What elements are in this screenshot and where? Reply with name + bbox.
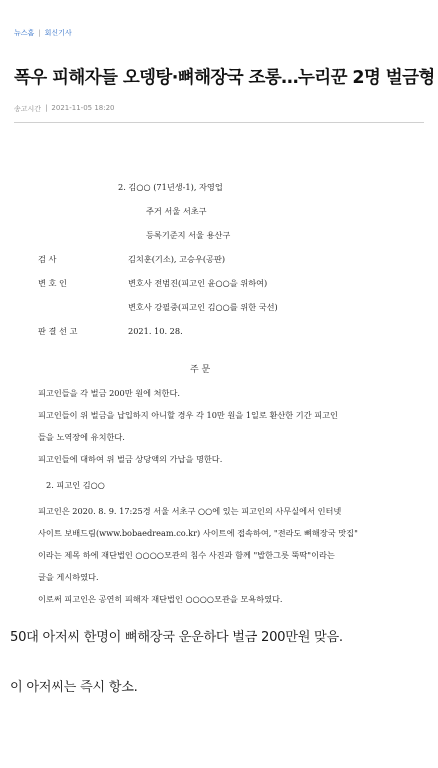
breadcrumb-section-link[interactable]: 회신기사 xyxy=(44,29,72,37)
order-line: 피고인들에 대하여 위 벌금 상당액의 가납을 명한다. xyxy=(38,454,223,464)
breadcrumb-separator: | xyxy=(38,29,41,37)
article-meta xyxy=(14,104,115,114)
published-label: 송고시간 xyxy=(14,105,42,113)
defendant-registered-domicile: 등록기준지 서울 용산구 xyxy=(146,230,231,240)
breadcrumb xyxy=(14,28,72,38)
meta-separator: | xyxy=(45,104,48,112)
prosecutor-label: 검 사 xyxy=(38,254,57,264)
order-title: 주 문 xyxy=(190,365,211,375)
verdict-date: 2021. 10. 28. xyxy=(128,326,183,336)
facts-line: 사이트 보배드림(www.bobaedream.co.kr) 사이트에 접속하여, "전라도 뼈해장국 맛집" xyxy=(38,528,358,538)
caption-line-1: 50대 아저씨 한명이 뼈해장국 운운하다 벌금 200만원 맞음. xyxy=(10,630,343,645)
facts-line: 피고인은 2020. 8. 9. 17:25경 서울 서초구 ○○에 있는 피고인의 사무실에서 인터넷 xyxy=(38,506,342,516)
order-line: 피고인들을 각 벌금 200만 원에 처한다. xyxy=(38,388,180,398)
published-datetime: 2021-11-05 18:20 xyxy=(51,104,115,112)
header-divider xyxy=(14,122,424,123)
caption-line-2: 이 아저씨는 즉시 항소. xyxy=(10,680,138,695)
lawyer-label: 변 호 인 xyxy=(38,278,67,288)
breadcrumb-home-link[interactable]: 뉴스홈 xyxy=(14,29,35,37)
defendant-heading: 2. 김○○ (71년생-1), 자영업 xyxy=(118,182,223,192)
facts-line: 글을 게시하였다. xyxy=(38,572,99,582)
facts-line: 이라는 제목 하에 재단법인 ○○○○모관의 침수 사진과 함께 "밥한그릇 뚝딱"이라는 xyxy=(38,550,335,560)
section-2-heading: 2. 피고인 김○○ xyxy=(46,480,105,490)
facts-line: 이로써 피고인은 공연히 피해자 재단법인 ○○○○모관을 모욕하였다. xyxy=(38,594,283,604)
article-headline: 폭우 피해자들 오뎅탕·뼈해장국 조롱…누리꾼 2명 벌금형 xyxy=(14,68,435,88)
prosecutor-value: 김치훈(기소), 고승우(공판) xyxy=(128,254,226,264)
lawyer-value-1: 변호사 전범진(피고인 윤○○을 위하여) xyxy=(128,278,268,288)
lawyer-value-2: 변호사 강필중(피고인 김○○를 위한 국선) xyxy=(128,302,278,312)
order-line: 피고인들이 위 벌금을 납입하지 아니할 경우 각 10만 원을 1일로 환산한 기간 피고인 xyxy=(38,410,338,420)
verdict-label: 판 결 선 고 xyxy=(38,326,78,336)
court-judgment-document xyxy=(30,150,408,604)
order-line: 들을 노역장에 유치한다. xyxy=(38,432,125,442)
defendant-residence: 주거 서울 서초구 xyxy=(146,206,207,216)
